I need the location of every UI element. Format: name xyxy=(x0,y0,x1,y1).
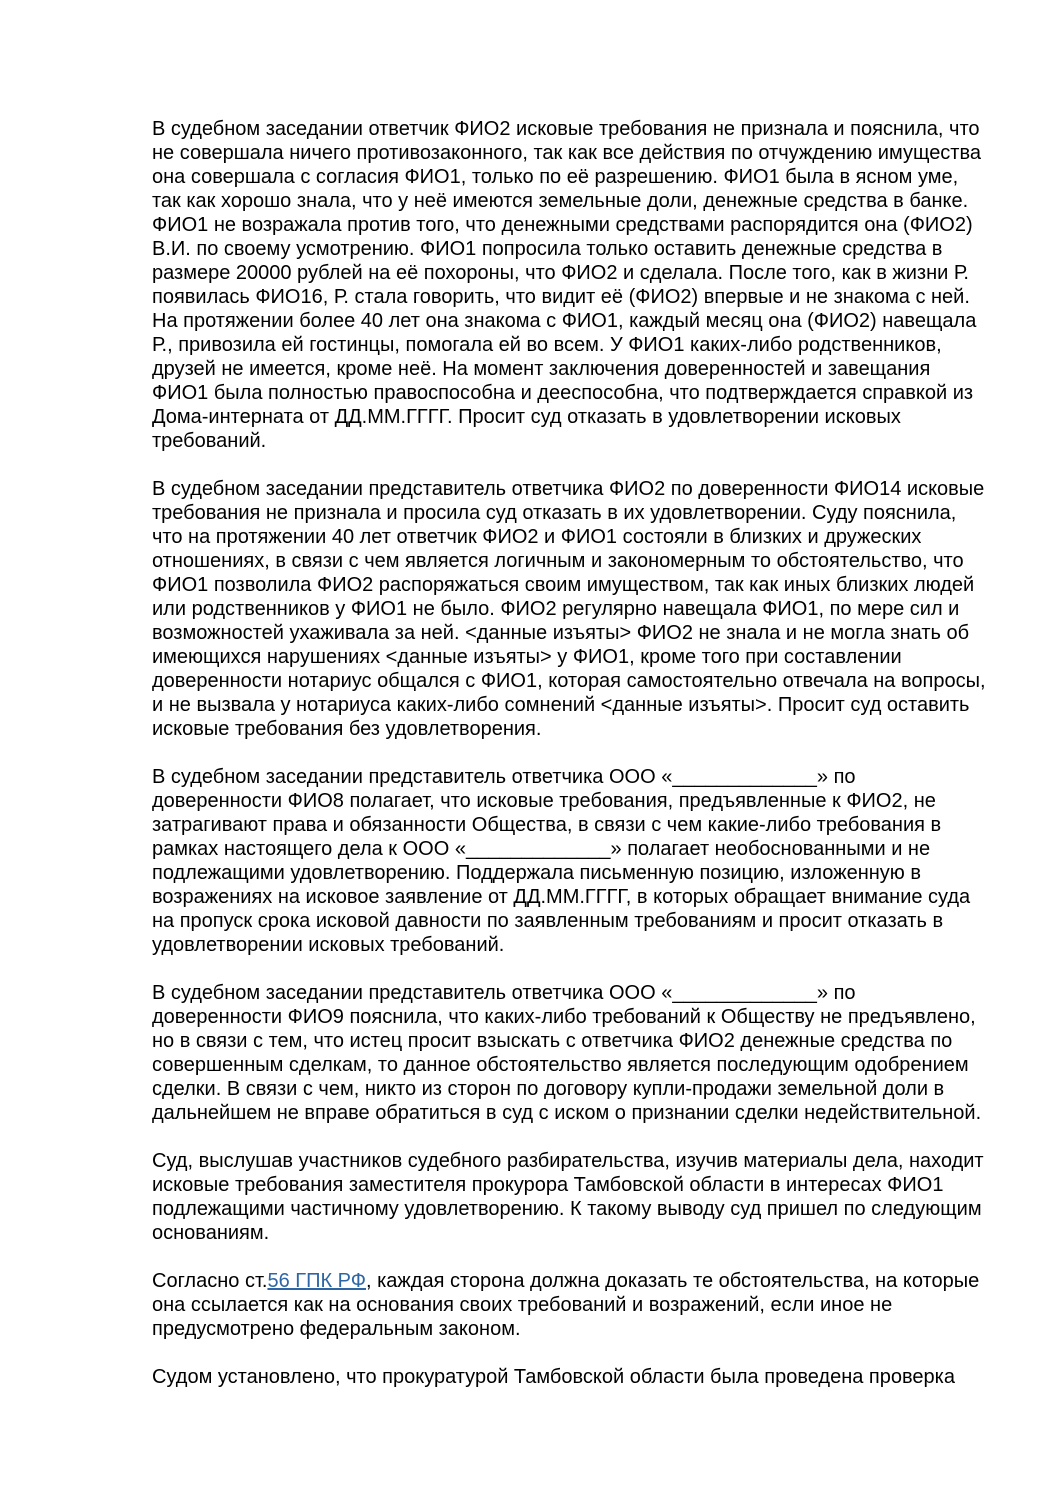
law-article-link[interactable]: 56 ГПК РФ xyxy=(267,1270,366,1292)
paragraph-text: В судебном заседании представитель ответчика ООО «_____________» по доверенности ФИО9 пояснила, что каких-либо требований к Обществу не предъявлено, но в связи с тем, что истец просит взыскать с ответчика ФИО2 денежные средства по совершенным сделкам, то данное обстоятельство является последующим одобрением сделки. В связи с чем, никто из сторон по договору купли-продажи земельной доли в дальнейшем не вправе обратиться в суд с иском о признании сделки недействительной. xyxy=(152,982,982,1124)
paragraph-article-56-gpk xyxy=(152,1269,988,1341)
paragraph-ooo-representative-fio9-position xyxy=(152,981,988,1125)
paragraph-text-before-link: Согласно ст. xyxy=(152,1270,268,1292)
paragraph-text-after-link: , каждая сторона должна доказать те обстоятельства, на которые она ссылается как на основания своих требований и возражений, если иное не предусмотрено федеральным законом. xyxy=(152,1270,985,1340)
paragraph-court-conclusion-intro xyxy=(152,1149,988,1245)
paragraph-text: В судебном заседании представитель ответчика ООО «_____________» по доверенности ФИО8 полагает, что исковые требования, предъявленные к ФИО2, не затрагивают права и обязанности Общества, в связи с чем какие-либо требования в рамках настоящего дела к ООО «_____________» полагает необоснованными и не подлежащими удовлетворению. Поддержала письменную позицию, изложенную в возражениях на исковое заявление от ДД.ММ.ГГГГ, в которых обращает внимание суда на пропуск срока исковой давности по заявленным требованиям и просит отказать в удовлетворении исковых требований. xyxy=(152,766,976,956)
paragraph-court-established xyxy=(152,1365,988,1389)
paragraph-representative-fio14-position xyxy=(152,477,992,741)
paragraph-text: Суд, выслушав участников судебного разбирательства, изучив материалы дела, находит исковые требования заместителя прокурора Тамбовской области в интересах ФИО1 подлежащими частичному удовлетворению. К такому выводу суд пришел по следующим основаниям. xyxy=(152,1150,990,1244)
court-decision-text xyxy=(152,117,992,1389)
paragraph-ooo-representative-fio8-position xyxy=(152,765,988,957)
paragraph-text: В судебном заседании ответчик ФИО2 исковые требования не признала и пояснила, что не совершала ничего противозаконного, так как все действия по отчуждению имущества она совершала с согласия ФИО1, только по её разрешению. ФИО1 была в ясном уме, так как хорошо знала, что у неё имеются земельные доли, денежные средства в банке. ФИО1 не возражала против того, что денежными средствами распорядится она (ФИО2) В.И. по своему усмотрению. ФИО1 попросила только оставить денежные средства в размере 20000 рублей на её похороны, что ФИО2 и сделала. После того, как в жизни Р. появилась ФИО16, Р. стала говорить, что видит её (ФИО2) впервые и не знакома с ней. На протяжении более 40 лет она знакома с ФИО1, каждый месяц она (ФИО2) навещала Р., привозила ей гостинцы, помогала ей во всем. У ФИО1 каких-либо родственников, друзей не имеется, кроме неё. На момент заключения доверенностей и завещания ФИО1 была полностью правоспособна и дееспособна, что подтверждается справкой из Дома-интерната от ДД.ММ.ГГГГ. Просит суд отказать в удовлетворении исковых требований. xyxy=(152,118,987,452)
paragraph-defendant-fio2-position xyxy=(152,117,988,453)
paragraph-text: В судебном заседании представитель ответчика ФИО2 по доверенности ФИО14 исковые требования не признала и просила суд отказать в их удовлетворении. Суду пояснила, что на протяжении 40 лет ответчик ФИО2 и ФИО1 состояли в близких и дружеских отношениях, в связи с чем является логичным и закономерным то обстоятельство, что ФИО1 позволила ФИО2 распоряжаться своим имуществом, так как иных близких людей или родственников у ФИО1 не было. ФИО2 регулярно навещала ФИО1, по мере сил и возможностей ухаживала за ней. <данные изъяты> ФИО2 не знала и не могла знать об имеющихся нарушениях <данные изъяты> у ФИО1, кроме того при составлении доверенности нотариус общался с ФИО1, которая самостоятельно отвечала на вопросы, и не вызвала у нотариуса каких-либо сомнений <данные изъяты>. Просит суд оставить исковые требования без удовлетворения. xyxy=(152,478,992,740)
paragraph-text: Судом установлено, что прокуратурой Тамбовской области была проведена проверка xyxy=(152,1366,955,1388)
